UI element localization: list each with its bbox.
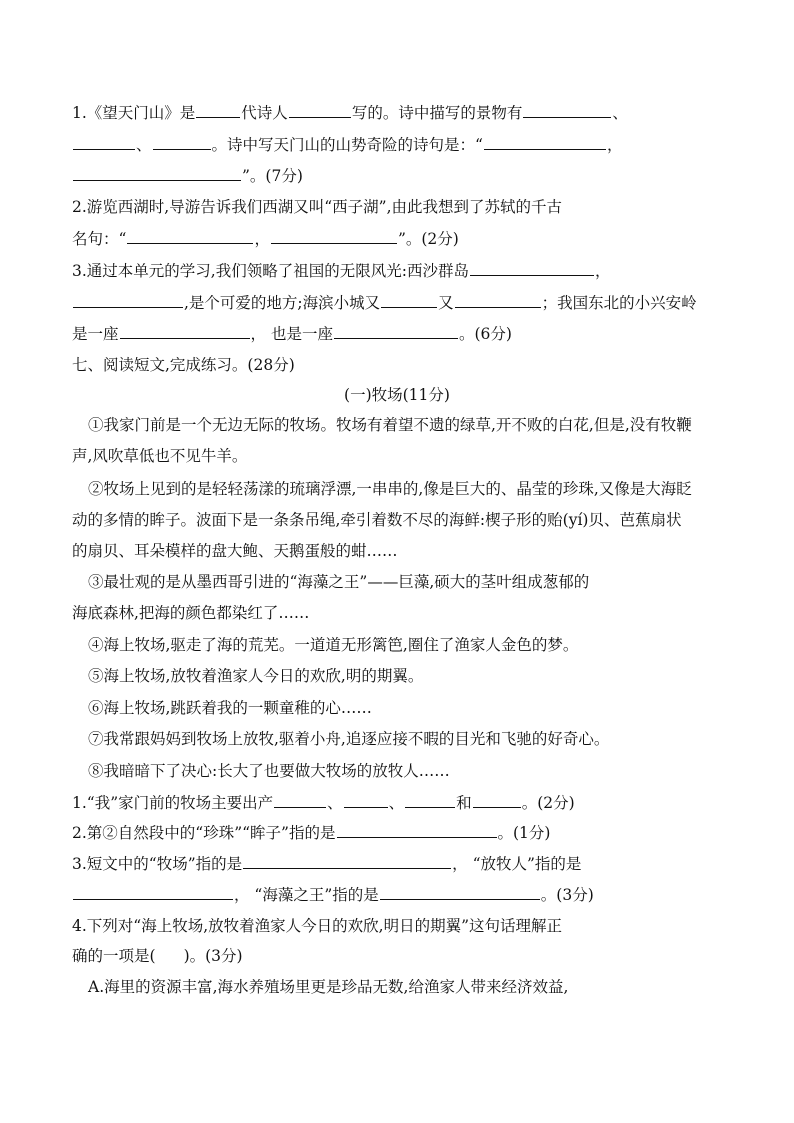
- q3-text-g: ， 也是一座: [250, 325, 333, 343]
- r1-text-a: 1.“我”家门前的牧场主要出产: [72, 794, 274, 812]
- passage-text: ⑦我常跟妈妈到牧场上放牧,驱着小舟,追逐应接不暇的目光和飞驰的好奇心。: [88, 730, 610, 748]
- passage-text: 海底森林,把海的颜色都染红了……: [72, 604, 310, 622]
- q1-text-c: 写的。诗中描写的景物有: [351, 104, 523, 122]
- passage-text: ⑥海上牧场,跳跃着我的一颗童稚的心……: [88, 699, 372, 717]
- q3-text-c: ,是个可爱的地方;海滨小城又: [184, 294, 381, 312]
- r3-text-a: 3.短文中的“牧场”指的是: [72, 855, 243, 873]
- q2-blank-verse-2[interactable]: [271, 228, 397, 244]
- q2-blank-verse-1[interactable]: [127, 228, 253, 244]
- passage-p2-line-2: [72, 510, 681, 530]
- reading-q1: [72, 792, 575, 812]
- q2-text-d: ”。(2分): [397, 230, 459, 248]
- passage-p8: [88, 761, 450, 781]
- r1-blank-2[interactable]: [344, 792, 388, 808]
- q3-blank-city-1[interactable]: [381, 292, 437, 308]
- passage-p7: [88, 729, 609, 749]
- q3-line-2: [72, 292, 697, 312]
- q1-blank-verse-2[interactable]: [73, 165, 241, 181]
- r1-text-d: 和: [456, 794, 472, 812]
- passage-p1-line-1: [88, 415, 692, 435]
- q2-text-a: 2.游览西湖时,导游告诉我们西湖又叫“西子湖”,由此我想到了苏轼的千古: [72, 198, 562, 216]
- reading-q4-line-2: [72, 946, 243, 966]
- q1-blank-poet[interactable]: [289, 102, 351, 118]
- passage-p4: [88, 635, 578, 655]
- q3-blank-mountain-2[interactable]: [334, 323, 458, 339]
- reading-q4-line-1: [72, 916, 562, 936]
- q2-line-1: [72, 197, 562, 217]
- q3-text-b: ，: [594, 262, 611, 280]
- q1-text-e: 、: [136, 136, 152, 154]
- passage-p3-line-1: [88, 572, 589, 592]
- r1-text-e: 。(2分): [521, 794, 575, 812]
- q2-line-2: [72, 228, 459, 248]
- passage-p5: [88, 666, 423, 686]
- passage-p2-line-1: [88, 479, 692, 499]
- r3-blank-kelp[interactable]: [380, 884, 540, 900]
- reading-q3-line-2: [72, 884, 594, 904]
- q1-line-2: [72, 134, 622, 154]
- q3-blank-city-2[interactable]: [455, 292, 541, 308]
- q1-blank-scene-2[interactable]: [73, 134, 135, 150]
- passage-text: ④海上牧场,驱走了海的荒芜。一道道无形篱笆,圈住了渔家人金色的梦。: [88, 636, 579, 654]
- reading-q3-line-1: [72, 853, 581, 873]
- r2-text-b: 。(1分): [497, 824, 551, 842]
- r3-text-b: ， “放牧人”指的是: [452, 855, 582, 873]
- r4-option-a-text: A.海里的资源丰富,海水养殖场里更是珍品无数,给渔家人带来经济效益,: [88, 978, 569, 996]
- r2-blank[interactable]: [337, 822, 497, 838]
- r1-text-b: 、: [327, 794, 343, 812]
- passage-text: ②牧场上见到的是轻轻荡漾的琉璃浮漂,一串串的,像是巨大的、晶莹的珍珠,又像是大海眨: [88, 480, 692, 498]
- passage-text: ③最壮观的是从墨西哥引进的“海藻之王”——巨藻,硕大的茎叶组成葱郁的: [88, 573, 590, 591]
- q1-blank-dynasty[interactable]: [196, 102, 240, 118]
- q1-text-g: ，: [606, 136, 623, 154]
- r3-blank-herder[interactable]: [73, 884, 233, 900]
- r2-text-a: 2.第②自然段中的“珍珠”“眸子”指的是: [72, 824, 336, 842]
- q3-blank-xisha[interactable]: [470, 260, 594, 276]
- q3-text-d: 又: [438, 294, 454, 312]
- passage-p2-line-3: [72, 541, 398, 561]
- q1-text-h: ”。(7分): [242, 167, 303, 185]
- r4-text-a: 4.下列对“海上牧场,放牧着渔家人今日的欢欣,明日的期翼”这句话理解正: [72, 917, 562, 935]
- passage-text: 的扇贝、耳朵模样的盘大鲍、天鹅蛋般的蚶……: [72, 542, 398, 560]
- q3-line-1: [72, 260, 610, 280]
- passage-p3-line-2: [72, 603, 309, 623]
- r4-text-c: )。(3分): [183, 947, 243, 965]
- reading-q2: [72, 822, 550, 842]
- r3-blank-pasture[interactable]: [243, 853, 451, 869]
- q1-text-b: 代诗人: [241, 104, 288, 122]
- q1-line-3: [72, 165, 303, 185]
- r3-text-d: 。(3分): [540, 886, 594, 904]
- q1-blank-scene-1[interactable]: [523, 102, 611, 118]
- passage-text: ①我家门前是一个无边无际的牧场。牧场有着望不遗的绿草,开不败的白花,但是,没有牧鞭: [88, 416, 692, 434]
- passage-title: [0, 385, 794, 405]
- section-7-heading: [72, 355, 295, 375]
- r1-text-c: 、: [388, 794, 405, 812]
- q1-blank-verse-1[interactable]: [484, 134, 606, 150]
- passage-p6: [88, 698, 372, 718]
- passage-text: 动的多情的眸子。波面下是一条条吊绳,牵引着数不尽的海鲜:楔子形的贻(yí)贝、芭蕉扇状: [72, 511, 682, 529]
- q3-text-a: 3.通过本单元的学习,我们领略了祖国的无限风光:西沙群岛: [72, 262, 469, 280]
- q2-text-b: 名句：“: [72, 230, 127, 248]
- passage-text: 声,风吹草低也不见牛羊。: [72, 447, 248, 465]
- passage-text: ⑤海上牧场,放牧着渔家人今日的欢欣,明的期翼。: [88, 667, 424, 685]
- q1-text-d: 、: [612, 104, 628, 122]
- q3-blank-mountain-1[interactable]: [120, 323, 250, 339]
- r1-blank-4[interactable]: [473, 792, 521, 808]
- q1-text-a: 1.《望天门山》是: [72, 104, 196, 122]
- q3-text-h: 。(6分): [458, 325, 512, 343]
- r4-text-b: 确的一项是(: [72, 947, 156, 965]
- q3-text-e: ；我国东北的小兴安岭: [541, 294, 697, 312]
- q3-line-3: [72, 323, 512, 343]
- q1-text-f: 。诗中写天门山的山势奇险的诗句是：“: [211, 136, 483, 154]
- q1-blank-scene-3[interactable]: [153, 134, 211, 150]
- q3-blank-xisha-2[interactable]: [73, 292, 183, 308]
- q2-text-c: ，: [254, 230, 270, 248]
- r3-text-c: ， “海藻之王”指的是: [234, 886, 379, 904]
- passage-text: ⑧我暗暗下了决心:长大了也要做大牧场的放牧人……: [88, 762, 450, 780]
- passage-title-text: (一)牧场(11分): [344, 386, 450, 404]
- section-7-text: 七、阅读短文,完成练习。(28分): [72, 356, 295, 374]
- reading-q4-option-a: [88, 977, 568, 997]
- r1-blank-3[interactable]: [405, 792, 455, 808]
- q3-text-f: 是一座: [72, 325, 119, 343]
- q1-line-1: [72, 102, 628, 122]
- r1-blank-1[interactable]: [274, 792, 326, 808]
- passage-p1-line-2: [72, 446, 247, 466]
